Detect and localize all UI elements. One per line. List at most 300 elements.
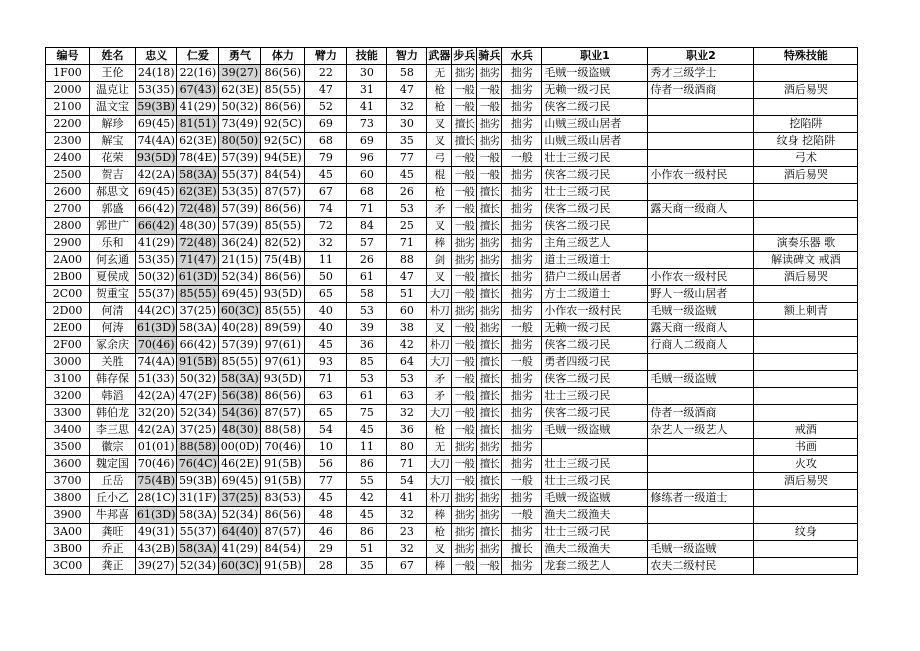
cell-intelligence: 38 — [387, 320, 427, 337]
cell-skill: 57 — [347, 235, 387, 252]
cell-job1: 无赖一级刁民 — [542, 320, 648, 337]
cell-job1: 山贼三级山居者 — [542, 133, 648, 150]
cell-name: 何玄通 — [90, 252, 136, 269]
cell-job2 — [648, 235, 754, 252]
cell-loyalty: 55(37) — [136, 286, 177, 303]
cell-cavalry: 擅长 — [477, 422, 502, 439]
cell-name: 王伦 — [90, 65, 136, 82]
cell-weapon: 枪 — [427, 422, 452, 439]
cell-infantry: 一般 — [452, 558, 477, 575]
cell-intelligence: 36 — [387, 422, 427, 439]
cell-name: 郭世广 — [90, 218, 136, 235]
cell-strength: 50 — [305, 269, 347, 286]
cell-weapon: 棒 — [427, 507, 452, 524]
character-stats-sheet — [45, 47, 858, 575]
cell-stamina: 91(5B) — [261, 473, 305, 490]
cell-intelligence: 58 — [387, 65, 427, 82]
cell-id: 1F00 — [46, 65, 90, 82]
cell-skill: 86 — [347, 524, 387, 541]
cell-job2: 露天商一级商人 — [648, 320, 754, 337]
cell-name: 温克让 — [90, 82, 136, 99]
cell-cavalry: 拙劣 — [477, 235, 502, 252]
cell-id: 3000 — [46, 354, 90, 371]
cell-stamina: 86(56) — [261, 388, 305, 405]
cell-benevolence: 62(3E) — [177, 184, 219, 201]
cell-skill: 35 — [347, 558, 387, 575]
cell-benevolence: 37(25) — [177, 422, 219, 439]
cell-cavalry: 擅长 — [477, 388, 502, 405]
cell-strength: 10 — [305, 439, 347, 456]
table-row — [46, 524, 858, 541]
cell-benevolence: 48(30) — [177, 218, 219, 235]
cell-loyalty: 24(18) — [136, 65, 177, 82]
cell-benevolence: 91(5B) — [177, 354, 219, 371]
cell-navy: 拙劣 — [502, 371, 542, 388]
cell-special-skill: 演奏乐器 歌 — [754, 235, 858, 252]
cell-job2: 野人一级山居者 — [648, 286, 754, 303]
cell-loyalty: 74(4A) — [136, 354, 177, 371]
cell-cavalry: 拙劣 — [477, 133, 502, 150]
cell-name: 夏侯成 — [90, 269, 136, 286]
cell-special-skill — [754, 337, 858, 354]
cell-cavalry: 擅长 — [477, 184, 502, 201]
cell-special-skill: 火攻 — [754, 456, 858, 473]
cell-name: 徽宗 — [90, 439, 136, 456]
cell-job2: 小作农一级村民 — [648, 167, 754, 184]
cell-strength: 47 — [305, 82, 347, 99]
cell-job2: 毛贼一级盗贼 — [648, 541, 754, 558]
cell-stamina: 70(46) — [261, 439, 305, 456]
cell-job1: 壮士三级刁民 — [542, 524, 648, 541]
cell-benevolence: 22(16) — [177, 65, 219, 82]
cell-intelligence: 80 — [387, 439, 427, 456]
cell-skill: 36 — [347, 337, 387, 354]
cell-cavalry: 擅长 — [477, 201, 502, 218]
cell-job2 — [648, 507, 754, 524]
cell-skill: 71 — [347, 201, 387, 218]
header-col-cavalry: 骑兵 — [477, 48, 502, 65]
cell-weapon: 叉 — [427, 116, 452, 133]
cell-courage: 52(34) — [219, 507, 261, 524]
character-stats-table — [45, 47, 858, 575]
cell-name: 牛邦喜 — [90, 507, 136, 524]
cell-weapon: 枪 — [427, 82, 452, 99]
cell-job2 — [648, 116, 754, 133]
cell-name: 龚正 — [90, 558, 136, 575]
cell-skill: 53 — [347, 303, 387, 320]
cell-benevolence: 88(58) — [177, 439, 219, 456]
cell-loyalty: 66(42) — [136, 201, 177, 218]
cell-job1: 猎户二级山居者 — [542, 269, 648, 286]
cell-weapon: 大刀 — [427, 456, 452, 473]
header-col-intelligence: 智力 — [387, 48, 427, 65]
cell-job1: 侠客二级刁民 — [542, 218, 648, 235]
cell-skill: 61 — [347, 388, 387, 405]
cell-id: 3100 — [46, 371, 90, 388]
cell-id: 2A00 — [46, 252, 90, 269]
cell-job2 — [648, 133, 754, 150]
cell-loyalty: 39(27) — [136, 558, 177, 575]
cell-benevolence: 81(51) — [177, 116, 219, 133]
cell-navy: 拙劣 — [502, 269, 542, 286]
cell-benevolence: 55(37) — [177, 524, 219, 541]
cell-job1: 侠客二级刁民 — [542, 405, 648, 422]
cell-intelligence: 88 — [387, 252, 427, 269]
cell-infantry: 拙劣 — [452, 235, 477, 252]
cell-weapon: 无 — [427, 65, 452, 82]
cell-id: 2700 — [46, 201, 90, 218]
cell-cavalry: 一般 — [477, 150, 502, 167]
cell-id: 3500 — [46, 439, 90, 456]
cell-stamina: 84(54) — [261, 541, 305, 558]
cell-job2 — [648, 150, 754, 167]
cell-loyalty: 74(4A) — [136, 133, 177, 150]
table-row — [46, 371, 858, 388]
cell-stamina: 97(61) — [261, 354, 305, 371]
cell-strength: 45 — [305, 167, 347, 184]
table-row — [46, 167, 858, 184]
cell-intelligence: 23 — [387, 524, 427, 541]
cell-skill: 58 — [347, 286, 387, 303]
cell-infantry: 拙劣 — [452, 252, 477, 269]
cell-special-skill — [754, 286, 858, 303]
cell-job1: 龙套二级艺人 — [542, 558, 648, 575]
cell-job1: 无赖一级刁民 — [542, 82, 648, 99]
cell-weapon: 矛 — [427, 371, 452, 388]
cell-special-skill: 纹身 挖陷阱 — [754, 133, 858, 150]
cell-id: 2600 — [46, 184, 90, 201]
cell-special-skill: 酒后易哭 — [754, 82, 858, 99]
cell-navy: 一般 — [502, 320, 542, 337]
cell-id: 3900 — [46, 507, 90, 524]
cell-job1: 渔夫二级渔夫 — [542, 541, 648, 558]
header-col-strength: 臂力 — [305, 48, 347, 65]
cell-weapon: 叉 — [427, 218, 452, 235]
cell-stamina: 86(56) — [261, 65, 305, 82]
cell-infantry: 一般 — [452, 422, 477, 439]
cell-strength: 45 — [305, 490, 347, 507]
cell-job2: 小作农一级村民 — [648, 269, 754, 286]
cell-strength: 52 — [305, 99, 347, 116]
cell-infantry: 一般 — [452, 371, 477, 388]
cell-id: 2200 — [46, 116, 90, 133]
cell-strength: 22 — [305, 65, 347, 82]
cell-name: 花荣 — [90, 150, 136, 167]
cell-stamina: 97(61) — [261, 337, 305, 354]
cell-infantry: 拙劣 — [452, 541, 477, 558]
cell-job1: 侠客二级刁民 — [542, 371, 648, 388]
cell-intelligence: 32 — [387, 405, 427, 422]
cell-navy: 拙劣 — [502, 184, 542, 201]
cell-weapon: 枪 — [427, 184, 452, 201]
cell-skill: 26 — [347, 252, 387, 269]
cell-special-skill: 弓术 — [754, 150, 858, 167]
cell-intelligence: 26 — [387, 184, 427, 201]
header-col-infantry: 步兵 — [452, 48, 477, 65]
cell-infantry: 擅长 — [452, 116, 477, 133]
cell-cavalry: 擅长 — [477, 218, 502, 235]
table-row — [46, 439, 858, 456]
cell-intelligence: 42 — [387, 337, 427, 354]
cell-infantry: 一般 — [452, 184, 477, 201]
cell-job2 — [648, 439, 754, 456]
table-row — [46, 133, 858, 150]
cell-name: 贺重宝 — [90, 286, 136, 303]
cell-name: 韩存保 — [90, 371, 136, 388]
cell-courage: 69(45) — [219, 286, 261, 303]
cell-strength: 45 — [305, 337, 347, 354]
cell-special-skill — [754, 99, 858, 116]
cell-weapon: 朴刀 — [427, 490, 452, 507]
cell-navy: 拙劣 — [502, 116, 542, 133]
cell-strength: 48 — [305, 507, 347, 524]
cell-special-skill — [754, 218, 858, 235]
cell-courage: 57(39) — [219, 218, 261, 235]
cell-skill: 11 — [347, 439, 387, 456]
cell-infantry: 一般 — [452, 218, 477, 235]
cell-intelligence: 71 — [387, 235, 427, 252]
cell-intelligence: 53 — [387, 371, 427, 388]
cell-cavalry: 擅长 — [477, 286, 502, 303]
cell-skill: 75 — [347, 405, 387, 422]
cell-skill: 30 — [347, 65, 387, 82]
cell-intelligence: 67 — [387, 558, 427, 575]
cell-name: 韩滔 — [90, 388, 136, 405]
table-row — [46, 65, 858, 82]
cell-special-skill: 酒后易哭 — [754, 473, 858, 490]
cell-intelligence: 32 — [387, 507, 427, 524]
cell-weapon: 大刀 — [427, 286, 452, 303]
cell-navy: 拙劣 — [502, 167, 542, 184]
cell-stamina: 86(56) — [261, 99, 305, 116]
cell-weapon: 叉 — [427, 133, 452, 150]
cell-stamina: 85(55) — [261, 82, 305, 99]
cell-benevolence: 41(29) — [177, 99, 219, 116]
cell-strength: 32 — [305, 235, 347, 252]
cell-courage: 85(55) — [219, 354, 261, 371]
cell-navy: 拙劣 — [502, 82, 542, 99]
cell-loyalty: 69(45) — [136, 184, 177, 201]
cell-weapon: 矛 — [427, 388, 452, 405]
cell-loyalty: 41(29) — [136, 235, 177, 252]
cell-benevolence: 66(42) — [177, 337, 219, 354]
cell-stamina: 91(5B) — [261, 456, 305, 473]
cell-intelligence: 25 — [387, 218, 427, 235]
cell-special-skill — [754, 490, 858, 507]
cell-strength: 74 — [305, 201, 347, 218]
cell-name: 李三思 — [90, 422, 136, 439]
cell-benevolence: 37(25) — [177, 303, 219, 320]
cell-special-skill: 酒后易哭 — [754, 167, 858, 184]
cell-name: 丘小乙 — [90, 490, 136, 507]
cell-cavalry: 擅长 — [477, 269, 502, 286]
cell-courage: 60(3C) — [219, 558, 261, 575]
cell-strength: 40 — [305, 320, 347, 337]
cell-cavalry: 擅长 — [477, 405, 502, 422]
cell-weapon: 大刀 — [427, 354, 452, 371]
cell-infantry: 拙劣 — [452, 439, 477, 456]
cell-weapon: 弓 — [427, 150, 452, 167]
cell-loyalty: 53(35) — [136, 82, 177, 99]
cell-name: 韩伯龙 — [90, 405, 136, 422]
cell-cavalry: 拙劣 — [477, 65, 502, 82]
header-col-navy: 水兵 — [502, 48, 542, 65]
cell-courage: 21(15) — [219, 252, 261, 269]
table-header-row — [46, 48, 858, 65]
cell-navy: 一般 — [502, 150, 542, 167]
cell-loyalty: 70(46) — [136, 337, 177, 354]
cell-cavalry: 拙劣 — [477, 252, 502, 269]
cell-job1: 壮士三级刁民 — [542, 473, 648, 490]
cell-special-skill: 书画 — [754, 439, 858, 456]
cell-id: 2800 — [46, 218, 90, 235]
cell-job1: 方士二级道士 — [542, 286, 648, 303]
cell-name: 解宝 — [90, 133, 136, 150]
cell-loyalty: 43(2B) — [136, 541, 177, 558]
cell-loyalty: 66(42) — [136, 218, 177, 235]
cell-cavalry: 擅长 — [477, 524, 502, 541]
cell-id: 3400 — [46, 422, 90, 439]
cell-infantry: 一般 — [452, 388, 477, 405]
cell-name: 贺吉 — [90, 167, 136, 184]
cell-special-skill: 额上刺青 — [754, 303, 858, 320]
cell-benevolence: 58(3A) — [177, 507, 219, 524]
cell-infantry: 拙劣 — [452, 65, 477, 82]
cell-infantry: 一般 — [452, 405, 477, 422]
cell-benevolence: 76(4C) — [177, 456, 219, 473]
cell-name: 乐和 — [90, 235, 136, 252]
cell-intelligence: 32 — [387, 541, 427, 558]
cell-job1 — [542, 439, 648, 456]
cell-loyalty: 69(45) — [136, 116, 177, 133]
cell-stamina: 83(53) — [261, 490, 305, 507]
cell-strength: 79 — [305, 150, 347, 167]
cell-job2 — [648, 388, 754, 405]
cell-benevolence: 61(3D) — [177, 269, 219, 286]
cell-courage: 60(3C) — [219, 303, 261, 320]
cell-benevolence: 85(55) — [177, 286, 219, 303]
cell-name: 关胜 — [90, 354, 136, 371]
cell-infantry: 一般 — [452, 286, 477, 303]
cell-navy: 拙劣 — [502, 303, 542, 320]
cell-benevolence: 62(3E) — [177, 133, 219, 150]
cell-benevolence: 67(43) — [177, 82, 219, 99]
cell-special-skill: 酒后易哭 — [754, 269, 858, 286]
cell-intelligence: 60 — [387, 303, 427, 320]
cell-courage: 57(39) — [219, 337, 261, 354]
cell-special-skill — [754, 558, 858, 575]
cell-strength: 77 — [305, 473, 347, 490]
cell-benevolence: 52(34) — [177, 558, 219, 575]
cell-courage: 54(36) — [219, 405, 261, 422]
cell-weapon: 朴刀 — [427, 303, 452, 320]
cell-id: 3B00 — [46, 541, 90, 558]
header-col-special-skill: 特殊技能 — [754, 48, 858, 65]
cell-courage: 57(39) — [219, 150, 261, 167]
cell-intelligence: 35 — [387, 133, 427, 150]
cell-skill: 51 — [347, 541, 387, 558]
cell-courage: 80(50) — [219, 133, 261, 150]
cell-skill: 60 — [347, 167, 387, 184]
cell-cavalry: 擅长 — [477, 456, 502, 473]
table-row — [46, 286, 858, 303]
cell-navy: 一般 — [502, 473, 542, 490]
cell-courage: 00(0D) — [219, 439, 261, 456]
cell-weapon: 枪 — [427, 99, 452, 116]
cell-weapon: 枪 — [427, 524, 452, 541]
cell-skill: 73 — [347, 116, 387, 133]
cell-navy: 拙劣 — [502, 252, 542, 269]
cell-intelligence: 47 — [387, 82, 427, 99]
cell-stamina: 87(57) — [261, 184, 305, 201]
cell-loyalty: 61(3D) — [136, 507, 177, 524]
cell-skill: 45 — [347, 507, 387, 524]
table-row — [46, 201, 858, 218]
cell-strength: 65 — [305, 405, 347, 422]
cell-cavalry: 一般 — [477, 99, 502, 116]
cell-name: 解珍 — [90, 116, 136, 133]
cell-benevolence: 31(1F) — [177, 490, 219, 507]
cell-special-skill: 戒酒 — [754, 422, 858, 439]
table-row — [46, 558, 858, 575]
cell-weapon: 朴刀 — [427, 337, 452, 354]
cell-intelligence: 53 — [387, 201, 427, 218]
cell-job1: 壮士三级刁民 — [542, 150, 648, 167]
cell-infantry: 擅长 — [452, 133, 477, 150]
cell-courage: 39(27) — [219, 65, 261, 82]
cell-courage: 41(29) — [219, 541, 261, 558]
cell-name: 乔正 — [90, 541, 136, 558]
table-row — [46, 218, 858, 235]
cell-infantry: 一般 — [452, 99, 477, 116]
cell-weapon: 剑 — [427, 252, 452, 269]
header-col-weapon: 武器 — [427, 48, 452, 65]
cell-cavalry: 一般 — [477, 167, 502, 184]
cell-courage: 69(45) — [219, 473, 261, 490]
cell-intelligence: 54 — [387, 473, 427, 490]
table-row — [46, 303, 858, 320]
cell-id: 2900 — [46, 235, 90, 252]
cell-courage: 58(3A) — [219, 371, 261, 388]
cell-courage: 50(32) — [219, 99, 261, 116]
cell-intelligence: 64 — [387, 354, 427, 371]
cell-cavalry: 擅长 — [477, 337, 502, 354]
cell-infantry: 一般 — [452, 354, 477, 371]
cell-navy: 拙劣 — [502, 235, 542, 252]
table-row — [46, 456, 858, 473]
table-row — [46, 490, 858, 507]
cell-weapon: 大刀 — [427, 473, 452, 490]
cell-infantry: 拙劣 — [452, 490, 477, 507]
cell-loyalty: 44(2C) — [136, 303, 177, 320]
cell-strength: 69 — [305, 116, 347, 133]
cell-weapon: 棍 — [427, 167, 452, 184]
cell-strength: 71 — [305, 371, 347, 388]
table-row — [46, 150, 858, 167]
cell-cavalry: 拙劣 — [477, 490, 502, 507]
cell-infantry: 拙劣 — [452, 524, 477, 541]
table-row — [46, 235, 858, 252]
cell-skill: 42 — [347, 490, 387, 507]
cell-special-skill — [754, 541, 858, 558]
cell-courage: 57(39) — [219, 201, 261, 218]
cell-job1: 壮士三级刁民 — [542, 388, 648, 405]
cell-special-skill — [754, 354, 858, 371]
cell-infantry: 一般 — [452, 82, 477, 99]
cell-job1: 山贼三级山居者 — [542, 116, 648, 133]
cell-weapon: 叉 — [427, 269, 452, 286]
cell-job1: 毛贼一级盗贼 — [542, 422, 648, 439]
